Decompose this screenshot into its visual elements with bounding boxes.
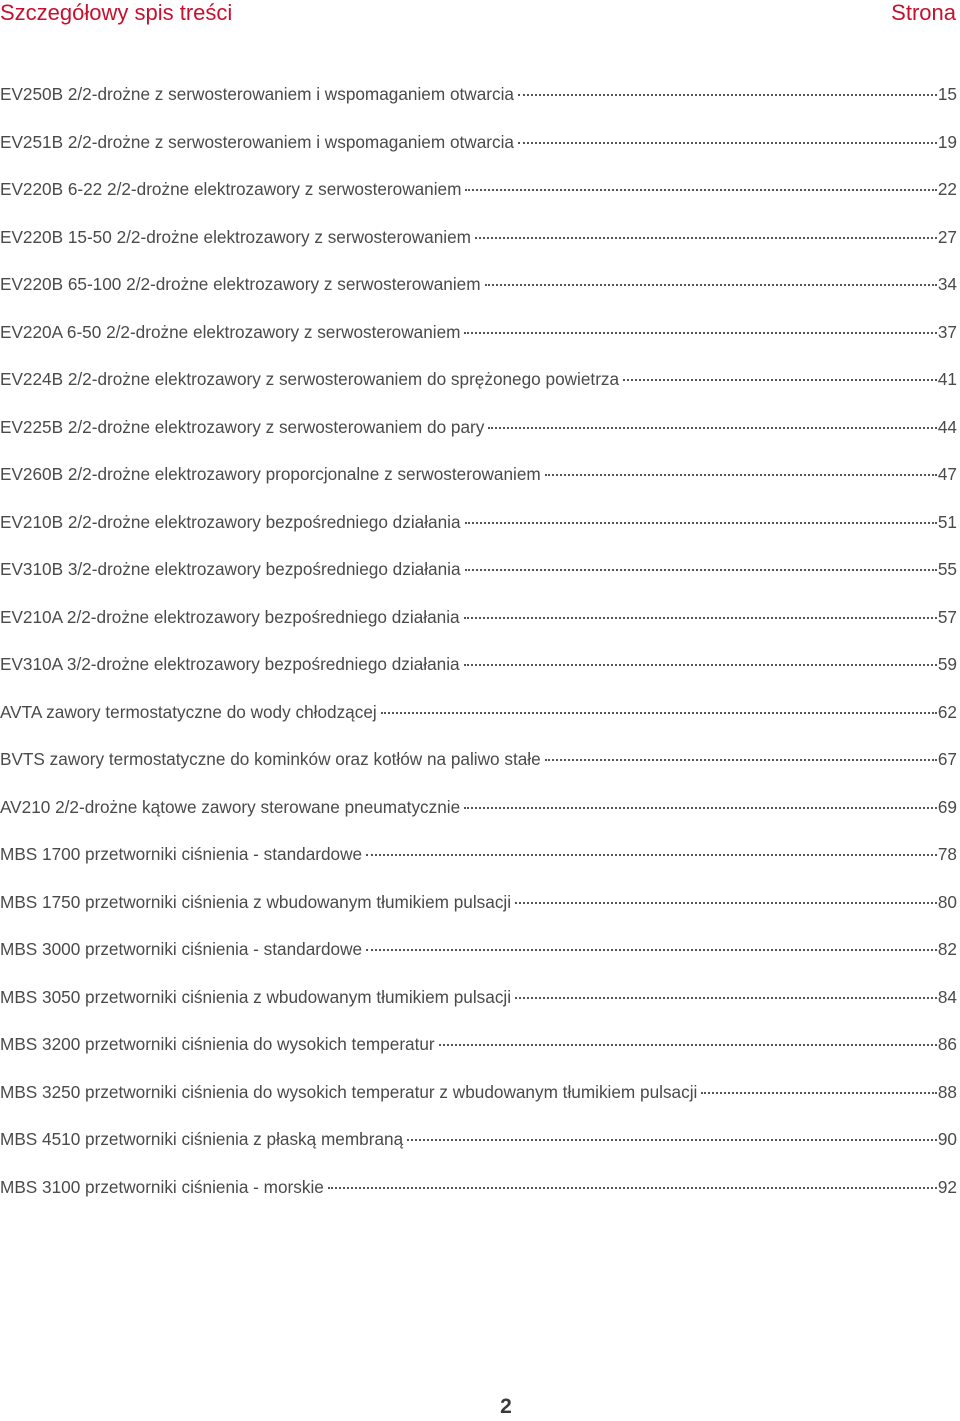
toc-entry-label: EV210A 2/2-drożne elektrozawory bezpośredniego działania xyxy=(0,606,460,627)
toc-entry[interactable] xyxy=(0,838,957,886)
toc-entry-page: 57 xyxy=(937,606,957,627)
toc-entry-page: 47 xyxy=(937,464,957,484)
toc-entry[interactable] xyxy=(0,791,957,839)
toc-entry[interactable] xyxy=(0,78,957,126)
toc-entry[interactable] xyxy=(0,601,957,649)
page-column-label: Strona xyxy=(891,0,956,25)
dot-leader xyxy=(381,711,937,714)
toc-entry-label: EV220B 6-22 2/2-drożne elektrozawory z serwosterowaniem xyxy=(0,179,462,199)
dot-leader xyxy=(465,521,937,524)
toc-entry-page: 82 xyxy=(937,939,957,959)
toc-entry[interactable] xyxy=(0,411,957,459)
page-title: Szczegółowy spis treści xyxy=(0,0,233,25)
page-header xyxy=(0,0,960,26)
toc-entry-page: 27 xyxy=(937,226,957,247)
dot-leader xyxy=(475,236,937,239)
toc-entry-label: MBS 3000 przetworniki ciśnienia - standardowe xyxy=(0,939,363,959)
toc-entry-page: 84 xyxy=(937,986,957,1007)
dot-leader xyxy=(518,141,937,144)
toc-entry-page: 86 xyxy=(937,1034,957,1054)
dot-leader xyxy=(464,331,936,334)
toc-entry[interactable] xyxy=(0,363,957,411)
toc-entry[interactable] xyxy=(0,981,957,1029)
toc-entry-label: EV250B 2/2-drożne z serwosterowaniem i wspomaganiem otwarcia xyxy=(0,84,514,104)
toc-entry-page: 59 xyxy=(937,654,957,674)
toc-entry[interactable] xyxy=(0,316,957,364)
dot-leader xyxy=(465,188,936,191)
toc-entry-page: 44 xyxy=(937,416,957,437)
dot-leader xyxy=(623,378,937,381)
toc-entry-page: 88 xyxy=(937,1081,957,1102)
toc-entry[interactable] xyxy=(0,458,957,506)
toc-entry-label: EV210B 2/2-drożne elektrozawory bezpośredniego działania xyxy=(0,511,461,532)
toc-entry-label: MBS 3200 przetworniki ciśnienia do wysokich temperatur xyxy=(0,1034,435,1054)
toc-entry-label: EV220B 15-50 2/2-drożne elektrozawory z serwosterowaniem xyxy=(0,226,471,247)
dot-leader xyxy=(464,806,937,809)
toc-entry-page: 78 xyxy=(937,844,957,864)
toc-entry-label: EV260B 2/2-drożne elektrozawory proporcjonalne z serwosterowaniem xyxy=(0,464,541,484)
dot-leader xyxy=(366,853,937,856)
toc-entry[interactable] xyxy=(0,1076,957,1124)
toc-entry-label: MBS 1700 przetworniki ciśnienia - standardowe xyxy=(0,844,363,864)
toc-entry[interactable] xyxy=(0,506,957,554)
toc-entry[interactable] xyxy=(0,1171,957,1219)
toc-entry-page: 41 xyxy=(937,369,957,389)
toc-entry-label: EV251B 2/2-drożne z serwosterowaniem i wspomaganiem otwarcia xyxy=(0,131,514,152)
toc-entry-label: AVTA zawory termostatyczne do wody chłodzącej xyxy=(0,701,377,722)
toc-entry-page: 15 xyxy=(937,84,957,104)
toc-entry-label: MBS 4510 przetworniki ciśnienia z płaską membraną xyxy=(0,1129,404,1149)
toc-entry[interactable] xyxy=(0,173,957,221)
toc-entry-page: 80 xyxy=(937,891,957,912)
dot-leader xyxy=(545,473,937,476)
toc-entry[interactable] xyxy=(0,1123,957,1171)
toc-entry-page: 51 xyxy=(937,511,957,532)
toc-entry[interactable] xyxy=(0,1028,957,1076)
toc-entry[interactable] xyxy=(0,553,957,601)
toc-entry-page: 67 xyxy=(937,749,957,769)
dot-leader xyxy=(518,93,937,96)
dot-leader xyxy=(465,568,937,571)
toc-entry[interactable] xyxy=(0,886,957,934)
toc-entry-label: BVTS zawory termostatyczne do kominków oraz kotłów na paliwo stałe xyxy=(0,749,541,769)
toc-entry-page: 69 xyxy=(937,796,957,817)
toc-entry-page: 92 xyxy=(937,1176,957,1197)
toc-entry-label: MBS 1750 przetworniki ciśnienia z wbudowanym tłumikiem pulsacji xyxy=(0,891,512,912)
toc-entry-label: EV224B 2/2-drożne elektrozawory z serwosterowaniem do sprężonego powietrza xyxy=(0,369,620,389)
table-of-contents xyxy=(0,78,957,1218)
toc-entry-page: 90 xyxy=(937,1129,957,1149)
page-number: 2 xyxy=(500,1395,512,1418)
dot-leader xyxy=(701,1091,937,1094)
dot-leader xyxy=(488,426,937,429)
toc-entry-page: 62 xyxy=(937,701,957,722)
toc-entry[interactable] xyxy=(0,696,957,744)
toc-entry-page: 19 xyxy=(937,131,957,152)
toc-entry-page: 55 xyxy=(937,559,957,579)
toc-entry-page: 37 xyxy=(937,321,957,342)
toc-entry-label: MBS 3100 przetworniki ciśnienia - morskie xyxy=(0,1176,324,1197)
toc-entry[interactable] xyxy=(0,933,957,981)
dot-leader xyxy=(464,663,937,666)
dot-leader xyxy=(485,283,937,286)
toc-entry-label: EV310B 3/2-drożne elektrozawory bezpośredniego działania xyxy=(0,559,461,579)
toc-entry-page: 34 xyxy=(937,274,957,294)
dot-leader xyxy=(464,616,937,619)
toc-entry[interactable] xyxy=(0,221,957,269)
toc-entry-label: EV310A 3/2-drożne elektrozawory bezpośredniego działania xyxy=(0,654,460,674)
dot-leader xyxy=(328,1186,937,1189)
dot-leader xyxy=(515,901,937,904)
toc-entry[interactable] xyxy=(0,743,957,791)
toc-entry-label: EV220A 6-50 2/2-drożne elektrozawory z serwosterowaniem xyxy=(0,321,461,342)
toc-entry[interactable] xyxy=(0,268,957,316)
dot-leader xyxy=(515,996,937,999)
toc-entry-page: 22 xyxy=(937,179,957,199)
toc-entry-label: AV210 2/2-drożne kątowe zawory sterowane pneumatycznie xyxy=(0,796,461,817)
toc-entry[interactable] xyxy=(0,126,957,174)
dot-leader xyxy=(545,758,937,761)
toc-entry-label: EV225B 2/2-drożne elektrozawory z serwosterowaniem do pary xyxy=(0,416,485,437)
toc-entry-label: MBS 3250 przetworniki ciśnienia do wysokich temperatur z wbudowanym tłumikiem pulsacji xyxy=(0,1081,698,1102)
dot-leader xyxy=(407,1138,937,1141)
toc-entry[interactable] xyxy=(0,648,957,696)
dot-leader xyxy=(366,948,937,951)
toc-entry-label: MBS 3050 przetworniki ciśnienia z wbudowanym tłumikiem pulsacji xyxy=(0,986,512,1007)
dot-leader xyxy=(439,1043,937,1046)
toc-entry-label: EV220B 65-100 2/2-drożne elektrozawory z serwosterowaniem xyxy=(0,274,481,294)
